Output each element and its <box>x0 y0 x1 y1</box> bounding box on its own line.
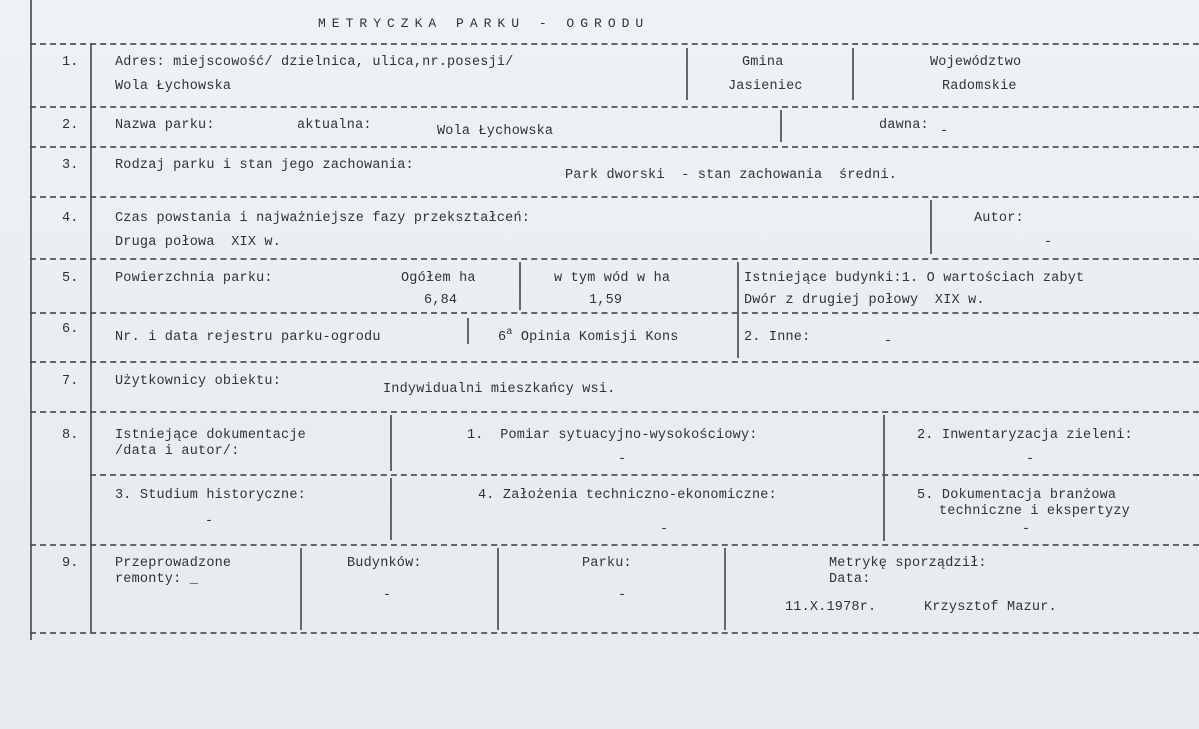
history-study-label: 3. Studium historyczne: <box>115 488 306 503</box>
row-number: 7. <box>62 374 79 389</box>
origin-label: Czas powstania i najważniejsze fazy przekształceń: <box>115 211 531 226</box>
existing-buildings-label: Istniejące budynki:1. O wartościach zabyt <box>744 271 1085 286</box>
row-number: 1. <box>62 55 79 70</box>
rule-1 <box>30 106 1199 108</box>
repairs-buildings-value: - <box>383 588 392 603</box>
total-area-value: 6,84 <box>424 293 458 308</box>
row-number: 4. <box>62 211 79 226</box>
former-name-value: - <box>940 124 949 139</box>
rule-8a <box>90 474 1199 476</box>
documentation-label: Istniejące dokumentacje <box>115 428 306 443</box>
rule-5 <box>30 312 1199 314</box>
address-value: Wola Łychowska <box>115 79 232 94</box>
tech-econ-value: - <box>660 522 669 537</box>
branch-docs-value: - <box>1022 522 1031 537</box>
greenery-inventory-value: - <box>1026 452 1035 467</box>
former-name-label: dawna: <box>879 118 929 133</box>
rule-4 <box>30 258 1199 260</box>
existing-buildings-value: Dwór z drugiej połowy XIX w. <box>744 293 985 308</box>
park-name-label: Nazwa parku: <box>115 118 215 133</box>
current-name-value: Wola Łychowska <box>437 124 554 139</box>
document-title: METRYCZKA PARKU - OGRODU <box>318 16 650 31</box>
r9-divider-1 <box>300 548 302 630</box>
voivodeship-value: Radomskie <box>942 79 1017 94</box>
survey-value: - <box>618 452 627 467</box>
branch-docs-sublabel: techniczne i ekspertyzy <box>939 504 1130 519</box>
rule-2 <box>30 146 1199 148</box>
history-study-value: - <box>205 514 214 529</box>
r4-divider <box>930 200 932 254</box>
repairs-sublabel: remonty: _ <box>115 572 199 587</box>
water-area-value: 1,59 <box>589 293 623 308</box>
rule-6 <box>30 361 1199 363</box>
r5-divider-2 <box>737 262 739 358</box>
rule-7 <box>30 411 1199 413</box>
author-value: - <box>1044 235 1053 250</box>
r2-divider <box>780 110 782 142</box>
author-label: Autor: <box>974 211 1024 226</box>
park-type-value: Park dworski - stan zachowania średni. <box>565 168 898 183</box>
rule-3 <box>30 196 1199 198</box>
commission-opinion-label: 6$^a$ Opinia Komisji Kons <box>498 327 679 345</box>
r9-divider-2 <box>497 548 499 630</box>
other-buildings-label: 2. Inne: <box>744 330 811 345</box>
current-name-label: aktualna: <box>297 118 372 133</box>
documentation-sublabel: /data i autor/: <box>115 444 240 459</box>
r8-divider-3 <box>390 478 392 540</box>
register-label: Nr. i data rejestru parku-ogrodu <box>115 330 381 345</box>
r9-divider-3 <box>724 548 726 630</box>
row-number: 3. <box>62 158 79 173</box>
r6-divider <box>467 318 469 344</box>
row-number: 5. <box>62 271 79 286</box>
r1-divider-2 <box>852 48 854 100</box>
row-number: 2. <box>62 118 79 133</box>
users-label: Użytkownicy obiektu: <box>115 374 282 389</box>
rule-8b <box>30 544 1199 546</box>
date-value: 11.X.1978r. <box>785 600 877 615</box>
repairs-park-label: Parku: <box>582 556 632 571</box>
r8-divider-1 <box>390 415 392 471</box>
area-label: Powierzchnia parku: <box>115 271 273 286</box>
gmina-label: Gmina <box>742 55 784 70</box>
r8-divider-2 <box>883 415 885 541</box>
repairs-park-value: - <box>618 588 627 603</box>
repairs-buildings-label: Budynków: <box>347 556 422 571</box>
row-number: 6. <box>62 322 79 337</box>
water-area-label: w tym wód w ha <box>554 271 671 286</box>
tech-econ-label: 4. Założenia techniczno-ekonomiczne: <box>478 488 777 503</box>
prepared-by-label: Metrykę sporządził: <box>829 556 987 571</box>
rule-top <box>30 43 1199 45</box>
gmina-value: Jasieniec <box>728 79 803 94</box>
park-type-label: Rodzaj parku i stan jego zachowania: <box>115 158 414 173</box>
date-label: Data: <box>829 572 871 587</box>
row-number: 9. <box>62 556 79 571</box>
greenery-inventory-label: 2. Inwentaryzacja zieleni: <box>917 428 1133 443</box>
branch-docs-label: 5. Dokumentacja branżowa <box>917 488 1117 503</box>
other-buildings-value: - <box>884 334 893 349</box>
survey-label: 1. Pomiar sytuacyjno-wysokościowy: <box>467 428 758 443</box>
voivodeship-label: Województwo <box>930 55 1022 70</box>
users-value: Indywidualni mieszkańcy wsi. <box>383 382 616 397</box>
address-label: Adres: miejscowość/ dzielnica, ulica,nr.posesji/ <box>115 55 514 70</box>
total-area-label: Ogółem ha <box>401 271 476 286</box>
num-column-divider <box>90 43 92 633</box>
r5-divider-1 <box>519 262 521 310</box>
prepared-by-value: Krzysztof Mazur. <box>924 600 1057 615</box>
row-number: 8. <box>62 428 79 443</box>
repairs-label: Przeprowadzone <box>115 556 232 571</box>
r1-divider-1 <box>686 48 688 100</box>
origin-value: Druga połowa XIX w. <box>115 235 282 250</box>
rule-bottom <box>30 632 1199 634</box>
